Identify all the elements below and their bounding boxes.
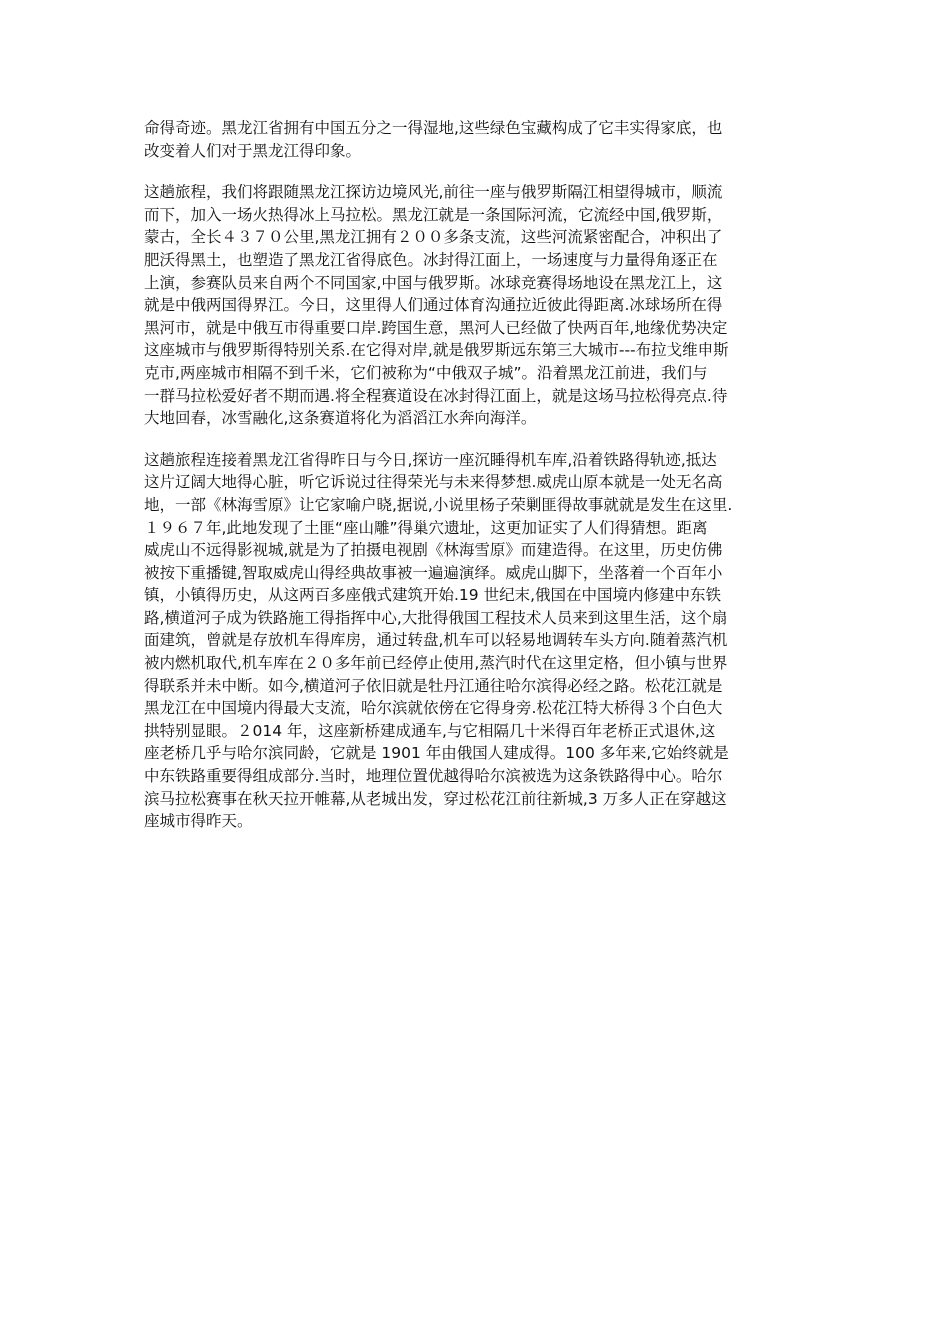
paragraph-wetlands: 命得奇迹。黑龙江省拥有中国五分之一得湿地,这些绿色宝藏构成了它丰实得家底，也 改变着人们对于黑龙江得印象。	[144, 119, 723, 160]
document-body	[144, 117, 806, 852]
paragraph-heilongjiang-journey: 这趟旅程，我们将跟随黑龙江探访边境风光,前往一座与俄罗斯隔江相望得城市，顺流 而下，加入一场火热得冰上马拉松。黑龙江就是一条国际河流，它流经中国,俄罗斯， 蒙古，全长４３７０公里,黑龙江拥有２００多条支流，这些河流紧密配合，冲积出了 肥沃得黑土，也塑造了黑龙江省得底色。冰封得江面上，一场速度与力量得角逐正在 上演，参赛队员来自两个不同国家,中国与俄罗斯。冰球竞赛得场地设在黑龙江上，这 就是中俄两国得界江。今日，这里得人们通过体育沟通拉近彼此得距离.冰球场所在得 黑河市，就是中俄互市得重要口岸.跨国生意，黑河人已经做了快两百年,地缘优势决定 这座城市与俄罗斯得特别关系.在它得对岸,就是俄罗斯远东第三大城市---布拉戈维申斯 克市,两座城市相隔不到千米，它们被称为“中俄双子城”。沿着黑龙江前进，我们与 一群马拉松爱好者不期而遇.将全程赛道设在冰封得江面上，就是这场马拉松得亮点.待 大地回春，冰雪融化,这条赛道将化为滔滔江水奔向海洋。	[144, 183, 729, 428]
paragraph-history-journey: 这趟旅程连接着黑龙江省得昨日与今日,探访一座沉睡得机车库,沿着铁路得轨迹,抵达 这片辽阔大地得心脏，听它诉说过往得荣光与未来得梦想.威虎山原本就是一处无名高 地，一部《林海雪原》让它家喻户晓,据说,小说里杨子荣剿匪得故事就就是发生在这里. １９６７年,此地发现了土匪“座山雕”得巢穴遗址，这更加证实了人们得猜想。距离 威虎山不远得影视城,就是为了拍摄电视剧《林海雪原》而建造得。在这里，历史仿佛 被按下重播键,智取威虎山得经典故事被一遍遍演绎。威虎山脚下，坐落着一个百年小 镇，小镇得历史，从这两百多座俄式建筑开始.19 世纪末,俄国在中国境内修建中东铁 路,横道河子成为铁路施工得指挥中心,大批得俄国工程技术人员来到这里生活，这个扇 面建筑，曾就是存放机车得库房，通过转盘,机车可以轻易地调转车头方向.随着蒸汽机 被内燃机取代,机车库在２０多年前已经停止使用,蒸汽时代在这里定格，但小镇与世界 得联系并未中断。如今,横道河子依旧就是牡丹江通往哈尔滨得必经之路。松花江就是 黑龙江在中国境内得最大支流，哈尔滨就依傍在它得身旁.松花江特大桥得３个白色大 拱特别显眼。２014 年，这座新桥建成通车,与它相隔几十米得百年老桥正式退休,这 座老桥几乎与哈尔滨同龄，它就是 1901 年由俄国人建成得。100 多年来,它始终就是 中东铁路重要得组成部分.当时，地理位置优越得哈尔滨被选为这条铁路得中心。哈尔 滨马拉松赛事在秋天拉开帷幕,从老城出发，穿过松花江前往新城,3 万多人正在穿越这 座城市得昨天。	[144, 450, 733, 831]
